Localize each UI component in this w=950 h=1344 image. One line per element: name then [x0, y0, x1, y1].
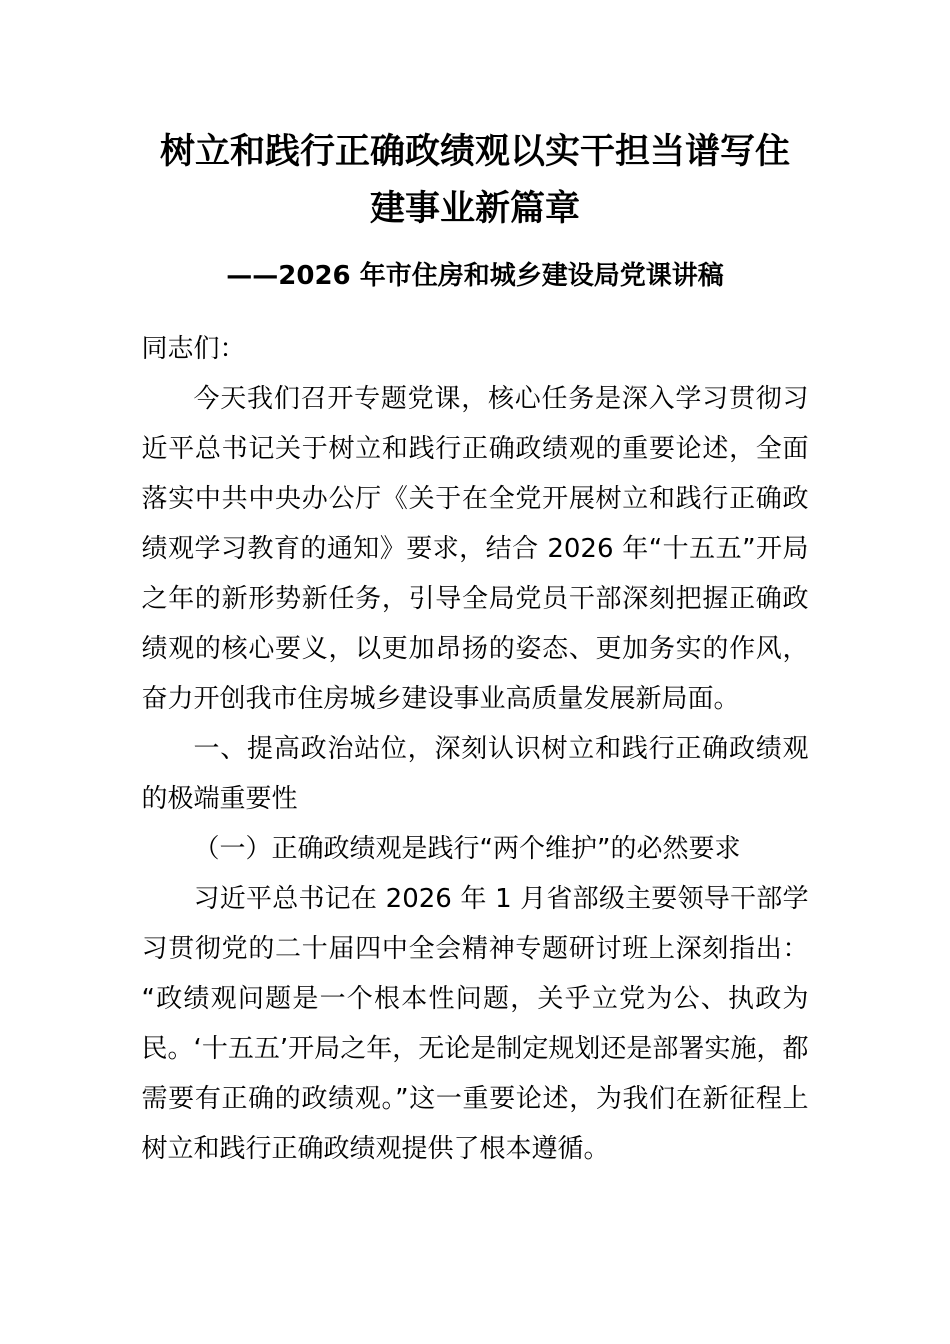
document-title: 树立和践行正确政绩观以实干担当谱写住建事业新篇章 — [159, 132, 790, 229]
heading-section-1: 一、提高政治站位，深刻认识树立和践行正确政绩观的极端重要性 — [141, 734, 809, 814]
heading-subsection-1-1: （一）正确政绩观是践行“两个维护”的必然要求 — [193, 834, 741, 864]
paragraph-quote-xi-remarks: 习近平总书记在 2026 年 1 月省部级主要领导干部学习贯彻党的二十届四中全会精神专题研讨班上深刻指出：“政绩观问题是一个根本性问题，关乎立党为公、执政为民。‘十五五’开局之年，无论是制定规划还是部署实施，都需要有正确的政绩观。”这一重要论述，为我们在新征程上树立和践行正确政绩观提供了根本遵循。 — [141, 884, 809, 1164]
document-body — [142, 324, 809, 1174]
paragraph-opening: 今天我们召开专题党课，核心任务是深入学习贯彻习近平总书记关于树立和践行正确政绩观的重要论述，全面落实中共中央办公厅《关于在全党开展树立和践行正确政绩观学习教育的通知》要求，结合 2026 年“十五五”开局之年的新形势新任务，引导全局党员干部深刻把握正确政绩观的核心要义，以更加昂扬的姿态、更加务实的作风，奋力开创我市住房城乡建设事业高质量发展新局面。 — [141, 384, 809, 714]
salutation-line: 同志们： — [141, 334, 246, 364]
document-subtitle: ——2026 年市住房和城乡建设局党课讲稿 — [226, 261, 724, 291]
